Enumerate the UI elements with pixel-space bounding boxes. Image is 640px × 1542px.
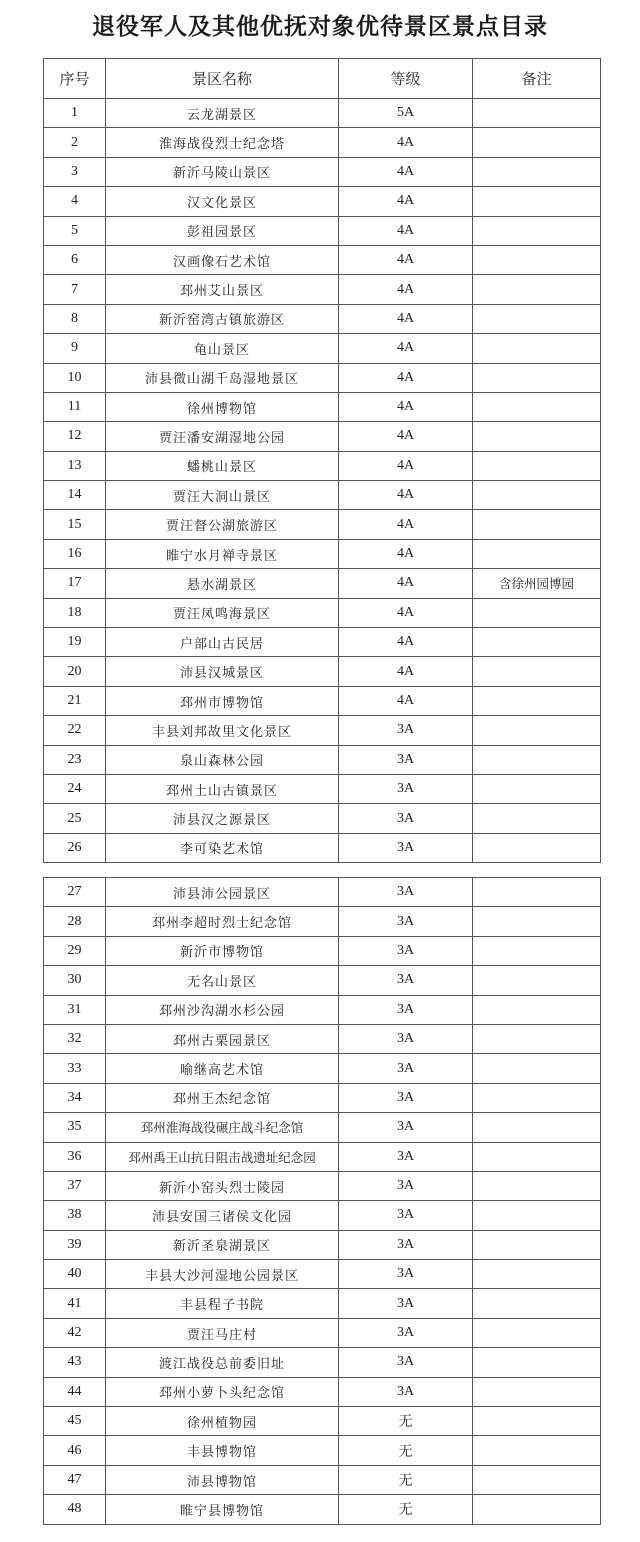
cell-serial-number: 43 — [44, 1348, 106, 1377]
cell-remarks — [473, 187, 601, 216]
cell-serial-number: 13 — [44, 451, 106, 480]
cell-remarks — [473, 304, 601, 333]
cell-scenic-name: 彭祖园景区 — [106, 216, 339, 245]
cell-serial-number: 29 — [44, 936, 106, 965]
cell-level: 4A — [339, 363, 473, 392]
table-row — [44, 686, 601, 715]
cell-scenic-name: 新沂马陵山景区 — [106, 157, 339, 186]
table-row — [44, 1465, 601, 1494]
cell-scenic-name: 汉画像石艺术馆 — [106, 245, 339, 274]
cell-scenic-name: 沛县安国三诸侯文化园 — [106, 1201, 339, 1230]
table-row — [44, 774, 601, 803]
cell-serial-number: 41 — [44, 1289, 106, 1318]
table-row — [44, 245, 601, 274]
table-row — [44, 422, 601, 451]
cell-level: 3A — [339, 1054, 473, 1083]
cell-serial-number: 39 — [44, 1230, 106, 1259]
table-row — [44, 157, 601, 186]
cell-serial-number: 20 — [44, 657, 106, 686]
table-row — [44, 99, 601, 128]
cell-level: 4A — [339, 216, 473, 245]
cell-scenic-name: 云龙湖景区 — [106, 99, 339, 128]
cell-level: 3A — [339, 966, 473, 995]
cell-level: 3A — [339, 1377, 473, 1406]
cell-serial-number: 25 — [44, 804, 106, 833]
cell-scenic-name: 邳州小萝卜头纪念馆 — [106, 1377, 339, 1406]
cell-level: 4A — [339, 245, 473, 274]
table-row — [44, 1142, 601, 1171]
cell-scenic-name: 贾汪大洞山景区 — [106, 481, 339, 510]
cell-level: 4A — [339, 510, 473, 539]
cell-scenic-name: 新沂小窑头烈士陵园 — [106, 1171, 339, 1200]
cell-scenic-name: 邳州禹王山抗日阻击战遗址纪念园 — [106, 1142, 339, 1171]
cell-serial-number: 14 — [44, 481, 106, 510]
cell-serial-number: 24 — [44, 774, 106, 803]
table-row — [44, 187, 601, 216]
cell-level: 3A — [339, 833, 473, 862]
cell-scenic-name: 贾汪潘安湖湿地公园 — [106, 422, 339, 451]
cell-remarks — [473, 1465, 601, 1494]
table-row — [44, 128, 601, 157]
cell-serial-number: 5 — [44, 216, 106, 245]
cell-level: 3A — [339, 1113, 473, 1142]
table-row — [44, 745, 601, 774]
cell-remarks — [473, 686, 601, 715]
cell-remarks — [473, 157, 601, 186]
table-row — [44, 1260, 601, 1289]
cell-level: 3A — [339, 936, 473, 965]
cell-serial-number: 18 — [44, 598, 106, 627]
cell-remarks — [473, 1171, 601, 1200]
cell-serial-number: 46 — [44, 1436, 106, 1465]
cell-level: 3A — [339, 1289, 473, 1318]
cell-scenic-name: 沛县汉城景区 — [106, 657, 339, 686]
table-row — [44, 1495, 601, 1524]
table-row — [44, 1113, 601, 1142]
cell-scenic-name: 泉山森林公园 — [106, 745, 339, 774]
cell-remarks — [473, 1318, 601, 1347]
cell-level: 4A — [339, 392, 473, 421]
cell-serial-number: 48 — [44, 1495, 106, 1524]
table-row — [44, 1171, 601, 1200]
cell-scenic-name: 户部山古民居 — [106, 628, 339, 657]
cell-level: 3A — [339, 1024, 473, 1053]
cell-scenic-name: 龟山景区 — [106, 334, 339, 363]
cell-remarks — [473, 392, 601, 421]
page-title: 退役军人及其他优抚对象优待景区景点目录 — [92, 14, 548, 40]
cell-serial-number: 3 — [44, 157, 106, 186]
cell-scenic-name: 喻继高艺术馆 — [106, 1054, 339, 1083]
cell-scenic-name: 贾汪马庄村 — [106, 1318, 339, 1347]
table-row — [44, 216, 601, 245]
cell-level: 4A — [339, 657, 473, 686]
header-remarks: 备注 — [473, 59, 601, 99]
cell-serial-number: 35 — [44, 1113, 106, 1142]
table-row — [44, 392, 601, 421]
table-row — [44, 598, 601, 627]
cell-level: 4A — [339, 187, 473, 216]
table-row — [44, 1377, 601, 1406]
cell-remarks — [473, 1377, 601, 1406]
table-row — [44, 1024, 601, 1053]
cell-scenic-name: 邳州王杰纪念馆 — [106, 1083, 339, 1112]
cell-remarks — [473, 804, 601, 833]
cell-scenic-name: 贾汪督公湖旅游区 — [106, 510, 339, 539]
table-row — [44, 1083, 601, 1112]
cell-scenic-name: 沛县沛公园景区 — [106, 878, 339, 907]
cell-remarks — [473, 275, 601, 304]
scenic-spots-table — [43, 58, 601, 863]
cell-scenic-name: 邳州艾山景区 — [106, 275, 339, 304]
cell-remarks — [473, 995, 601, 1024]
table-row — [44, 569, 601, 598]
table-row — [44, 878, 601, 907]
cell-level: 3A — [339, 1083, 473, 1112]
cell-remarks — [473, 422, 601, 451]
table-row — [44, 1054, 601, 1083]
cell-scenic-name: 渡江战役总前委旧址 — [106, 1348, 339, 1377]
table-row — [44, 1318, 601, 1347]
cell-remarks — [473, 774, 601, 803]
cell-level: 4A — [339, 304, 473, 333]
cell-scenic-name: 新沂窑湾古镇旅游区 — [106, 304, 339, 333]
cell-remarks — [473, 363, 601, 392]
cell-remarks — [473, 481, 601, 510]
cell-serial-number: 19 — [44, 628, 106, 657]
cell-serial-number: 21 — [44, 686, 106, 715]
cell-serial-number: 6 — [44, 245, 106, 274]
cell-scenic-name: 丰县程子书院 — [106, 1289, 339, 1318]
cell-serial-number: 17 — [44, 569, 106, 598]
cell-remarks — [473, 510, 601, 539]
cell-scenic-name: 无名山景区 — [106, 966, 339, 995]
cell-level: 4A — [339, 539, 473, 568]
cell-serial-number: 7 — [44, 275, 106, 304]
cell-serial-number: 31 — [44, 995, 106, 1024]
cell-scenic-name: 邳州土山古镇景区 — [106, 774, 339, 803]
cell-remarks — [473, 745, 601, 774]
cell-scenic-name: 悬水湖景区 — [106, 569, 339, 598]
cell-remarks — [473, 1407, 601, 1436]
cell-level: 3A — [339, 1201, 473, 1230]
cell-serial-number: 33 — [44, 1054, 106, 1083]
cell-scenic-name: 丰县刘邦故里文化景区 — [106, 716, 339, 745]
table-row — [44, 539, 601, 568]
cell-remarks — [473, 451, 601, 480]
cell-level: 3A — [339, 1260, 473, 1289]
cell-remarks — [473, 1348, 601, 1377]
cell-remarks — [473, 657, 601, 686]
cell-level: 3A — [339, 1348, 473, 1377]
cell-scenic-name: 睢宁水月禅寺景区 — [106, 539, 339, 568]
table-row — [44, 804, 601, 833]
cell-level: 3A — [339, 995, 473, 1024]
table-row — [44, 451, 601, 480]
cell-serial-number: 38 — [44, 1201, 106, 1230]
cell-level: 4A — [339, 157, 473, 186]
table-row — [44, 1407, 601, 1436]
cell-scenic-name: 丰县大沙河湿地公园景区 — [106, 1260, 339, 1289]
cell-serial-number: 15 — [44, 510, 106, 539]
cell-remarks — [473, 1054, 601, 1083]
table-row — [44, 936, 601, 965]
cell-level: 3A — [339, 878, 473, 907]
cell-level: 3A — [339, 907, 473, 936]
cell-level: 无 — [339, 1407, 473, 1436]
cell-scenic-name: 丰县博物馆 — [106, 1436, 339, 1465]
cell-remarks — [473, 1495, 601, 1524]
cell-remarks — [473, 628, 601, 657]
cell-serial-number: 37 — [44, 1171, 106, 1200]
cell-scenic-name: 新沂圣泉湖景区 — [106, 1230, 339, 1259]
cell-serial-number: 27 — [44, 878, 106, 907]
cell-serial-number: 12 — [44, 422, 106, 451]
table-row — [44, 907, 601, 936]
cell-serial-number: 23 — [44, 745, 106, 774]
cell-level: 4A — [339, 598, 473, 627]
cell-serial-number: 42 — [44, 1318, 106, 1347]
cell-remarks: 含徐州园博园 — [473, 569, 601, 598]
table-row — [44, 833, 601, 862]
cell-level: 3A — [339, 1318, 473, 1347]
cell-scenic-name: 沛县博物馆 — [106, 1465, 339, 1494]
cell-remarks — [473, 1230, 601, 1259]
table-row — [44, 1230, 601, 1259]
cell-scenic-name: 邳州沙沟湖水杉公园 — [106, 995, 339, 1024]
cell-remarks — [473, 1289, 601, 1318]
cell-level: 无 — [339, 1465, 473, 1494]
table-row — [44, 716, 601, 745]
cell-level: 3A — [339, 1230, 473, 1259]
cell-remarks — [473, 1113, 601, 1142]
cell-scenic-name: 邳州淮海战役碾庄战斗纪念馆 — [106, 1113, 339, 1142]
cell-level: 3A — [339, 745, 473, 774]
cell-scenic-name: 邳州市博物馆 — [106, 686, 339, 715]
cell-level: 4A — [339, 628, 473, 657]
cell-scenic-name: 新沂市博物馆 — [106, 936, 339, 965]
cell-remarks — [473, 334, 601, 363]
cell-serial-number: 34 — [44, 1083, 106, 1112]
cell-level: 3A — [339, 1142, 473, 1171]
cell-level: 4A — [339, 334, 473, 363]
cell-remarks — [473, 1142, 601, 1171]
cell-level: 3A — [339, 1171, 473, 1200]
scenic-spots-table-continued — [43, 877, 601, 1525]
cell-serial-number: 2 — [44, 128, 106, 157]
cell-scenic-name: 李可染艺术馆 — [106, 833, 339, 862]
cell-level: 4A — [339, 481, 473, 510]
cell-serial-number: 47 — [44, 1465, 106, 1494]
cell-serial-number: 40 — [44, 1260, 106, 1289]
cell-level: 3A — [339, 774, 473, 803]
cell-level: 无 — [339, 1436, 473, 1465]
cell-scenic-name: 徐州植物园 — [106, 1407, 339, 1436]
table-row — [44, 1201, 601, 1230]
cell-serial-number: 22 — [44, 716, 106, 745]
cell-level: 4A — [339, 686, 473, 715]
table-header-row — [44, 59, 601, 99]
cell-remarks — [473, 966, 601, 995]
table-row — [44, 628, 601, 657]
table-row — [44, 1436, 601, 1465]
cell-scenic-name: 徐州博物馆 — [106, 392, 339, 421]
cell-level: 4A — [339, 275, 473, 304]
table-row — [44, 510, 601, 539]
cell-scenic-name: 蟠桃山景区 — [106, 451, 339, 480]
cell-level: 4A — [339, 128, 473, 157]
cell-remarks — [473, 539, 601, 568]
cell-level: 4A — [339, 569, 473, 598]
cell-serial-number: 10 — [44, 363, 106, 392]
cell-scenic-name: 邳州古栗园景区 — [106, 1024, 339, 1053]
cell-remarks — [473, 907, 601, 936]
cell-remarks — [473, 1083, 601, 1112]
header-scenic-name: 景区名称 — [106, 59, 339, 99]
cell-serial-number: 44 — [44, 1377, 106, 1406]
header-level: 等级 — [339, 59, 473, 99]
cell-serial-number: 8 — [44, 304, 106, 333]
cell-remarks — [473, 245, 601, 274]
table-row — [44, 304, 601, 333]
cell-serial-number: 32 — [44, 1024, 106, 1053]
cell-remarks — [473, 1436, 601, 1465]
table-row — [44, 1348, 601, 1377]
cell-scenic-name: 汉文化景区 — [106, 187, 339, 216]
cell-scenic-name: 淮海战役烈士纪念塔 — [106, 128, 339, 157]
cell-serial-number: 45 — [44, 1407, 106, 1436]
cell-remarks — [473, 128, 601, 157]
cell-serial-number: 1 — [44, 99, 106, 128]
cell-serial-number: 16 — [44, 539, 106, 568]
cell-serial-number: 36 — [44, 1142, 106, 1171]
cell-scenic-name: 贾汪凤鸣海景区 — [106, 598, 339, 627]
table-row — [44, 275, 601, 304]
cell-remarks — [473, 216, 601, 245]
cell-serial-number: 26 — [44, 833, 106, 862]
table-row — [44, 966, 601, 995]
cell-serial-number: 28 — [44, 907, 106, 936]
cell-remarks — [473, 1024, 601, 1053]
cell-remarks — [473, 716, 601, 745]
cell-scenic-name: 沛县微山湖千岛湿地景区 — [106, 363, 339, 392]
cell-serial-number: 11 — [44, 392, 106, 421]
table-row — [44, 334, 601, 363]
cell-level: 5A — [339, 99, 473, 128]
header-serial-number: 序号 — [44, 59, 106, 99]
cell-remarks — [473, 1201, 601, 1230]
table-row — [44, 481, 601, 510]
cell-remarks — [473, 878, 601, 907]
cell-remarks — [473, 833, 601, 862]
table-row — [44, 1289, 601, 1318]
cell-level: 4A — [339, 451, 473, 480]
cell-serial-number: 4 — [44, 187, 106, 216]
cell-remarks — [473, 598, 601, 627]
table-row — [44, 363, 601, 392]
cell-scenic-name: 睢宁县博物馆 — [106, 1495, 339, 1524]
cell-scenic-name: 沛县汉之源景区 — [106, 804, 339, 833]
cell-remarks — [473, 1260, 601, 1289]
cell-level: 无 — [339, 1495, 473, 1524]
cell-serial-number: 30 — [44, 966, 106, 995]
table-row — [44, 995, 601, 1024]
cell-remarks — [473, 99, 601, 128]
cell-level: 3A — [339, 716, 473, 745]
cell-scenic-name: 邳州李超时烈士纪念馆 — [106, 907, 339, 936]
cell-serial-number: 9 — [44, 334, 106, 363]
table-row — [44, 657, 601, 686]
cell-level: 4A — [339, 422, 473, 451]
cell-level: 3A — [339, 804, 473, 833]
cell-remarks — [473, 936, 601, 965]
